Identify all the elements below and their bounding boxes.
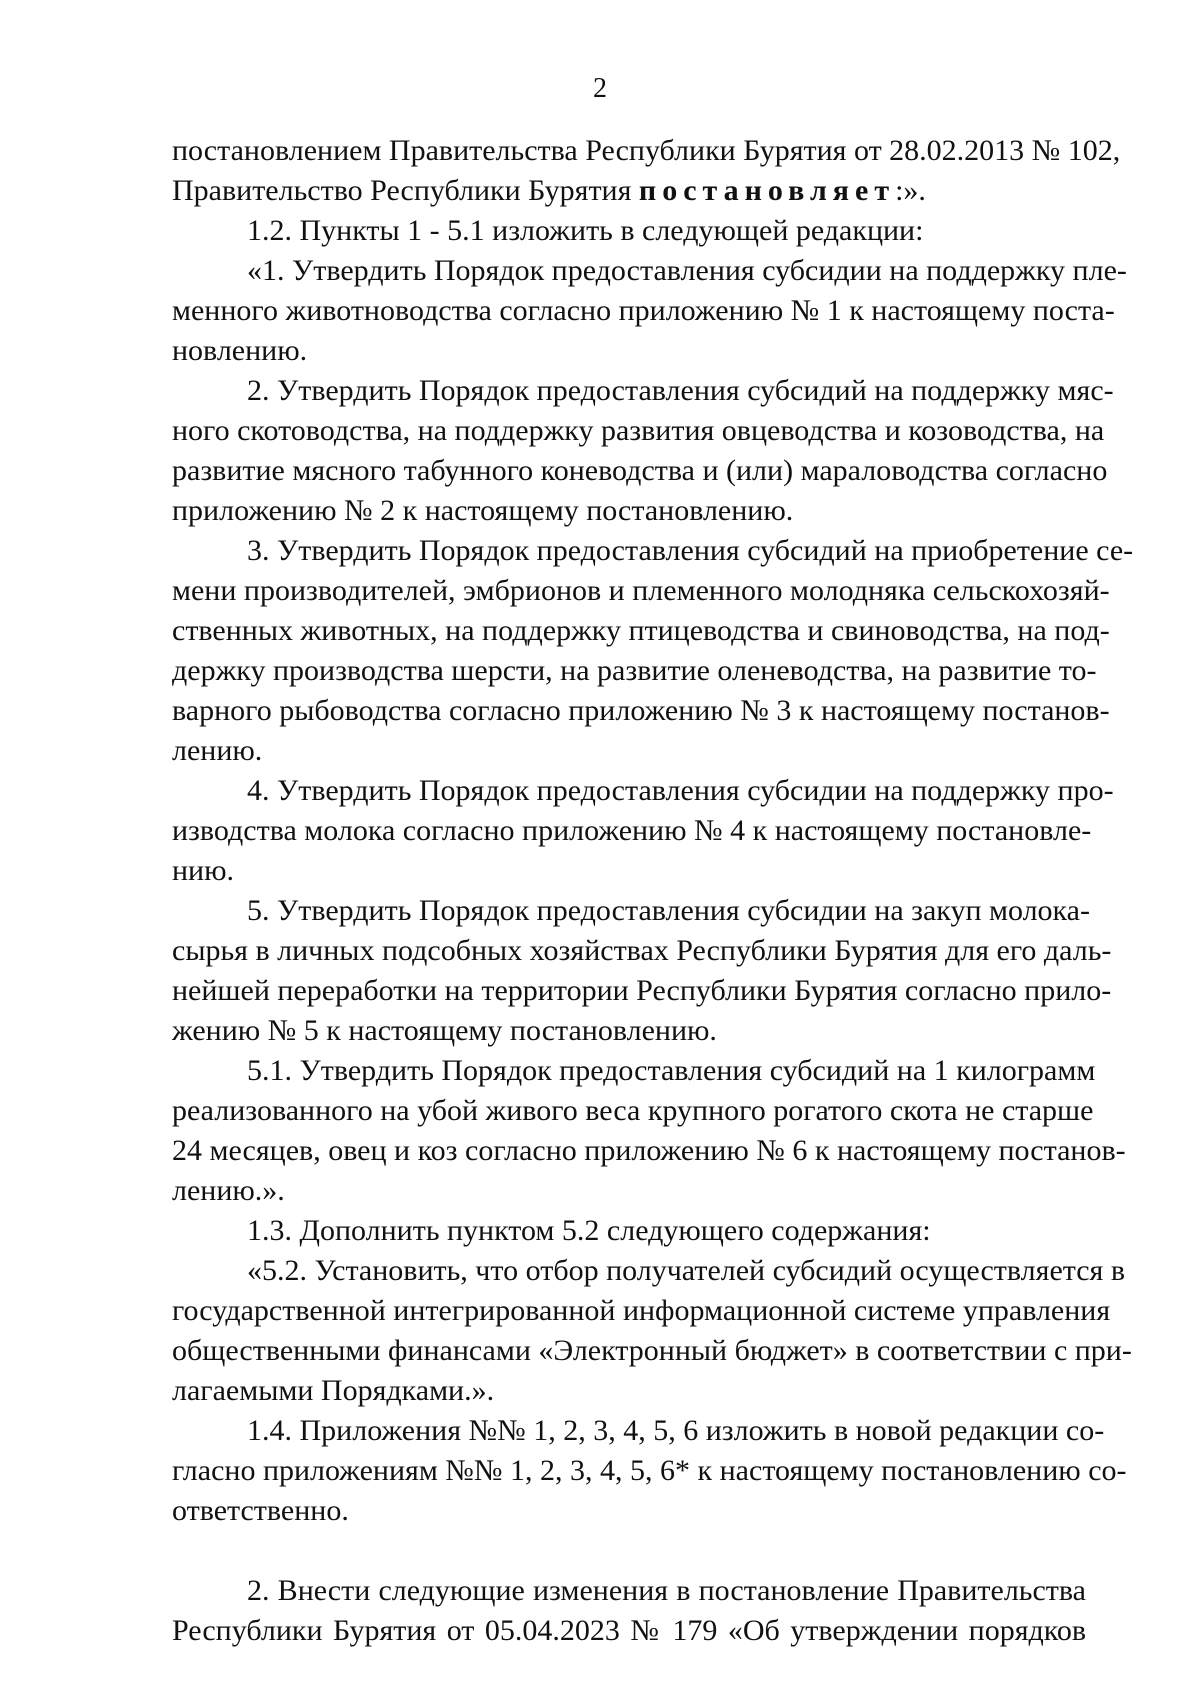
text-line-content: 1.3. Дополнить пунктом 5.2 следующего содержания: <box>247 1214 931 1247</box>
text-line-content: ственных животных, на поддержку птицеводства и свиноводства, на под- <box>172 614 1110 647</box>
text-line-content: нейшей переработки на территории Республики Бурятия согласно прило- <box>172 974 1112 1007</box>
text-line-content: новлению. <box>172 334 308 367</box>
text-line <box>172 1171 1086 1211</box>
text-line <box>172 251 1127 291</box>
text-line-content: варного рыбоводства согласно приложению № 3 к настоящему постанов- <box>172 694 1110 727</box>
text-line-content: «5.2. Установить, что отбор получателей субсидий осуществляется в <box>247 1254 1126 1287</box>
text-line-content: сырья в личных подсобных хозяйствах Республики Бурятия для его даль- <box>172 934 1112 967</box>
text-line <box>172 931 1112 971</box>
text-line <box>172 891 1090 931</box>
text-line <box>172 731 1086 771</box>
text-line <box>172 371 1114 411</box>
bold-keyword: постановляет <box>638 174 896 207</box>
text-line-content: нию. <box>172 854 235 887</box>
text-line <box>172 1491 1086 1531</box>
text-line-content: лению.». <box>172 1174 285 1207</box>
text-line-content: 5. Утвердить Порядок предоставления субсидии на закуп молока- <box>247 894 1090 927</box>
text-line-content: 4. Утвердить Порядок предоставления субсидии на поддержку про- <box>247 774 1114 807</box>
text-line-content: «1. Утвердить Порядок предоставления субсидии на поддержку пле- <box>247 254 1127 287</box>
text-line-content: 1.2. Пункты 1 - 5.1 изложить в следующей редакции: <box>247 214 924 247</box>
text-line <box>172 451 1108 491</box>
text-line <box>172 491 1086 531</box>
text-line <box>172 1291 1111 1331</box>
text-line-content: лению. <box>172 734 263 767</box>
paragraph-spacer <box>172 1531 1086 1571</box>
text-line <box>172 1131 1126 1171</box>
text-line <box>172 531 1134 571</box>
text-line-content: реализованного на убой живого веса крупного рогатого скота не старше <box>172 1094 1094 1127</box>
text-line-content: держку производства шерсти, на развитие оленеводства, на развитие то- <box>172 654 1097 687</box>
text-line-content: менного животноводства согласно приложению № 1 к настоящему поста- <box>172 294 1115 327</box>
text-line-content: 2. Утвердить Порядок предоставления субсидий на поддержку мяс- <box>247 374 1114 407</box>
text-line-content: 1.4. Приложения №№ 1, 2, 3, 4, 5, 6 изложить в новой редакции со- <box>247 1414 1105 1447</box>
text-line-content: жению № 5 к настоящему постановлению. <box>172 1014 717 1047</box>
text-line <box>172 1011 1086 1051</box>
text-line <box>172 1611 1086 1651</box>
text-line <box>172 571 1110 611</box>
document-body <box>172 131 1134 1651</box>
text-line <box>172 331 1086 371</box>
text-line-content: развитие мясного табунного коневодства и (или) мараловодства согласно <box>172 454 1108 487</box>
text-line-content: Республики Бурятия от 05.04.2023 № 179 «Об утверждении порядков <box>172 1614 1086 1647</box>
text-line-content: гласно приложениям №№ 1, 2, 3, 4, 5, 6* к настоящему постановлению со- <box>172 1454 1127 1487</box>
text-line <box>172 1091 1094 1131</box>
text-line-content: 3. Утвердить Порядок предоставления субсидий на приобретение се- <box>247 534 1134 567</box>
text-line-content: приложению № 2 к настоящему постановлению. <box>172 494 794 527</box>
text-line <box>172 1211 1086 1251</box>
text-line-content: мени производителей, эмбрионов и племенного молодняка сельскохозяй- <box>172 574 1110 607</box>
text-line <box>172 611 1110 651</box>
text-line <box>172 691 1110 731</box>
text-line <box>172 1251 1126 1291</box>
text-line <box>172 851 1086 891</box>
text-line <box>172 411 1105 451</box>
text-line-content: постановлением Правительства Республики Бурятия от 28.02.2013 № 102, <box>172 134 1121 167</box>
text-line-content: 5.1. Утвердить Порядок предоставления субсидий на 1 килограмм <box>247 1054 1096 1087</box>
text-line-content: Правительство Республики Бурятия <box>172 174 639 207</box>
text-line-content: лагаемыми Порядками.». <box>172 1374 495 1407</box>
text-line <box>172 651 1097 691</box>
text-line <box>172 1371 1086 1411</box>
text-line <box>172 171 1086 211</box>
text-line <box>172 811 1092 851</box>
text-line <box>172 1051 1096 1091</box>
text-line-content: 2. Внести следующие изменения в постановление Правительства <box>247 1574 1086 1607</box>
text-line-content: государственной интегрированной информационной системе управления <box>172 1294 1111 1327</box>
text-line <box>172 1411 1105 1451</box>
text-line <box>172 1571 1086 1611</box>
page-number: 2 <box>593 73 607 104</box>
text-line-content: изводства молока согласно приложению № 4 к настоящему постановле- <box>172 814 1092 847</box>
text-line-tail: :». <box>895 174 926 207</box>
text-line-content: ного скотоводства, на поддержку развития овцеводства и козоводства, на <box>172 414 1105 447</box>
text-line-content: 24 месяцев, овец и коз согласно приложению № 6 к настоящему постанов- <box>172 1134 1126 1167</box>
text-line <box>172 771 1114 811</box>
text-line-content: общественными финансами «Электронный бюджет» в соответствии с при- <box>172 1334 1132 1367</box>
text-line <box>172 291 1115 331</box>
text-line-content: ответственно. <box>172 1494 349 1527</box>
text-line <box>172 971 1112 1011</box>
text-line <box>172 1331 1132 1371</box>
text-line <box>172 211 1086 251</box>
text-line <box>172 131 1121 171</box>
text-line <box>172 1451 1127 1491</box>
